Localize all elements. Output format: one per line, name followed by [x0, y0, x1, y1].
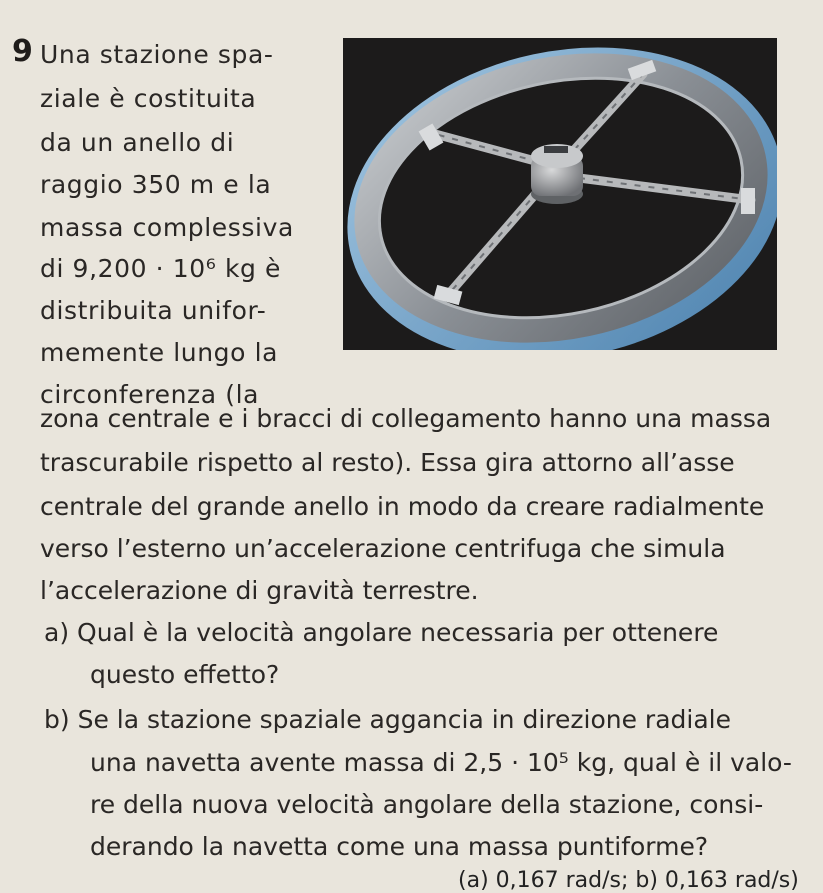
text-line: zona centrale e i bracci di collegamento hanno una massa — [40, 404, 772, 433]
text-line: trascurabile rispetto al resto). Essa gira attorno all’asse — [40, 448, 735, 477]
text-line: ziale è costituita — [40, 84, 257, 113]
text-line: l’accelerazione di gravità terrestre. — [40, 576, 479, 605]
answers-line: (a) 0,167 rad/s; b) 0,163 rad/s) — [458, 868, 799, 893]
text-line: raggio 350 m e la — [40, 170, 272, 199]
text-line: memente lungo la — [40, 338, 279, 367]
text-line: distribuita unifor- — [40, 296, 267, 325]
text-line: da un anello di — [40, 128, 235, 157]
question-b-line: b) Se la stazione spaziale aggancia in direzione radiale — [44, 705, 731, 734]
exercise-number: 9 — [12, 34, 33, 69]
question-a-line: a) Qual è la velocità angolare necessaria per ottenere — [44, 618, 719, 647]
question-b-line: re della nuova velocità angolare della stazione, consi- — [90, 790, 764, 819]
text-line: di 9,200 · 10⁶ kg è — [40, 254, 282, 283]
text-line: centrale del grande anello in modo da creare radialmente — [40, 492, 765, 521]
question-b-line: una navetta avente massa di 2,5 · 10⁵ kg, qual è il valo- — [90, 748, 792, 777]
text-line: massa complessiva — [40, 213, 294, 242]
text-line: Una stazione spa- — [40, 40, 274, 69]
question-a-line: questo effetto? — [90, 660, 280, 689]
text-line: circonferenza (la — [40, 380, 260, 409]
question-b-line: derando la navetta come una massa puntiforme? — [90, 832, 709, 861]
text-line: verso l’esterno un’accelerazione centrifuga che simula — [40, 534, 726, 563]
space-station-illustration — [343, 38, 777, 350]
space-station-ring-drawing — [343, 38, 777, 350]
